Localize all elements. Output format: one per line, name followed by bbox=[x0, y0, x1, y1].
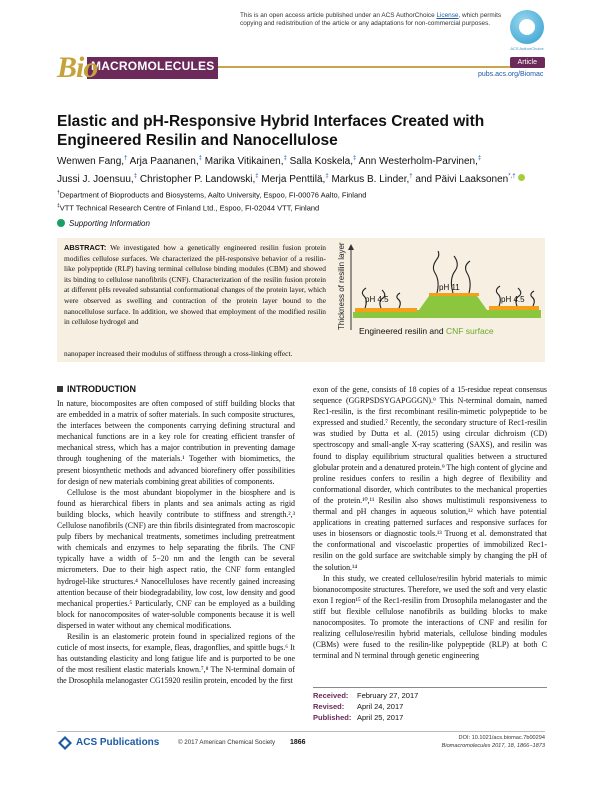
paragraph: Resilin is an elastomeric protein found in specialized regions of the cuticle of most insects, for example, fleas, dragonflies, and spittle bugs.⁶ It has outstanding elasticity and long fatigue life and is purported to be one of the most resilient elastic materials known.⁷,⁸ The N-terminal domain of the Drosophila melanogaster CG15920 resilin protein, encoded by the first bbox=[57, 631, 295, 686]
intro-right-column bbox=[313, 384, 547, 661]
supporting-information-link[interactable] bbox=[57, 219, 150, 228]
author[interactable]: Markus B. Linder,† bbox=[331, 173, 413, 185]
supporting-info-icon bbox=[57, 219, 65, 227]
orcid-icon[interactable] bbox=[518, 174, 525, 181]
journal-logo-macro: MACROMOLECULES bbox=[87, 57, 218, 79]
section-heading-introduction: INTRODUCTION bbox=[57, 384, 136, 394]
toc-y-label: Thickness of resilin layer bbox=[337, 242, 346, 330]
date-received: Received: February 27, 2017 bbox=[313, 691, 419, 700]
supporting-info-label: Supporting Information bbox=[69, 219, 150, 228]
journal-brand-bar bbox=[57, 51, 545, 84]
author[interactable]: Arja Paananen,‡ bbox=[129, 156, 202, 168]
author[interactable]: Merja Penttilä,‡ bbox=[261, 173, 329, 185]
resilin-layer-left bbox=[355, 308, 417, 312]
toc-axis-arrow bbox=[348, 244, 354, 250]
publisher-name: ACS Publications bbox=[76, 737, 160, 748]
acs-publications-logo-icon bbox=[57, 735, 73, 751]
journal-logo-bio: Bio bbox=[57, 51, 98, 84]
toc-caption: Engineered resilin and CNF surface bbox=[359, 326, 494, 336]
author[interactable]: Ann Westerholm-Parvinen,‡ bbox=[358, 156, 482, 168]
date-revised: Revised: April 24, 2017 bbox=[313, 701, 404, 711]
dates-rule bbox=[313, 687, 547, 688]
author[interactable]: and Päivi Laaksonen*,† bbox=[415, 173, 516, 185]
abstract-text bbox=[64, 243, 326, 328]
abstract-label: ABSTRACT: bbox=[64, 243, 107, 252]
paragraph: In this study, we created cellulose/resilin hybrid materials to mimic bionanocomposite structures. Therefore, we used the soft and very elastic exon I region¹⁵ of the Rec1-resilin from Drosophila melanogaster and the stiff but flexible cellulose nanofibrils as building blocks to make nanocomposites. To promote the interactions of CNF and resilin for realizing cellulose/resilin hybrid materials, cellulose binding modules (CBMs) were fused to the resilin-like polypeptide (RLP) at both C terminal and N terminal through genetic engineering bbox=[313, 573, 547, 661]
abstract-body: We investigated how a genetically engineered resilin fusion protein modifies cellulose surfaces. We characterized the pH-responsive behavior of a resilin-like polypeptide (RLP) having terminal cellulose binding modules (CBM) and showed its binding to cellulose nanofibrils (CNF). Characterization of the resilin fusion protein at different pHs revealed substantial conformational changes of the protein layer, which were observed as swelling and contraction of the protein layer bound to the nanocellulose surface. In addition, we showed that employment of the modified resilin in cellulose hydrogel and bbox=[64, 243, 326, 327]
publication-dates bbox=[313, 691, 547, 723]
page-number: 1866 bbox=[290, 739, 306, 746]
toc-ph-right: pH 4.5 bbox=[501, 295, 525, 304]
article-type-tag: Article bbox=[510, 57, 545, 68]
footer-rule bbox=[57, 731, 545, 732]
abstract-body-end: nanopaper increased their modulus of stiffness through a cross-linking effect. bbox=[64, 349, 293, 358]
toc-graphic bbox=[329, 242, 541, 346]
author[interactable]: Jussi J. Joensuu,‡ bbox=[57, 173, 138, 185]
oa-notice-text: This is an open access article published under an ACS AuthorChoice bbox=[240, 12, 437, 19]
paragraph: Cellulose is the most abundant biopolymer in the biosphere and is found as hierarchical fibers in plants and sea animals acting as rigid building blocks, which heavily contribute to stiffness and strength.²,³ Cellulose nanofibrils (CNF) are thin fibrils disintegrated from macroscopic pulp fibers by mechanical treatments, sometimes including pretreatment with chemicals and enzymes to help separating the fibrils. The CNF typically have a width of 5−20 nm and the length can be several micrometers. Due to their high aspect ratio, the CNF form entangled hydrogel-like structures.⁴ Nanocelluloses have recently gained increasing attention because of their biodegradability, low cost, low density and good mechanical properties.⁵ Particularly, CNF can be employed as a building block for nanocomposites of water-soluble components because it is well dispersed in water without any chemical modifications. bbox=[57, 487, 295, 630]
section-bullet-icon bbox=[57, 386, 63, 392]
article-title: Elastic and pH-Responsive Hybrid Interfaces Created with Engineered Resilin and Nanocellulose bbox=[57, 113, 485, 149]
oa-notice-text-end: , which permits copying and redistribution of the article or any adaptations for non-commercial purposes. bbox=[240, 12, 502, 27]
affiliation: †Department of Bioproducts and Biosystems, Aalto University, Espoo, FI-00076 Aalto, Finland bbox=[57, 190, 367, 200]
badge-center bbox=[519, 19, 535, 35]
author[interactable]: Salla Koskela,‡ bbox=[289, 156, 357, 168]
acs-authorchoice-badge-icon bbox=[510, 10, 544, 51]
author[interactable]: Wenwen Fang,† bbox=[57, 156, 128, 168]
intro-left-column bbox=[57, 398, 295, 686]
toc-ph-mid: pH 11 bbox=[439, 283, 460, 292]
brand-rule bbox=[217, 66, 545, 68]
toc-ph-left: pH 4.5 bbox=[365, 295, 389, 304]
author[interactable]: Marika Vitikainen,‡ bbox=[204, 156, 287, 168]
journal-citation: Biomacromolecules 2017, 18, 1866−1873 bbox=[441, 742, 545, 749]
open-access-notice bbox=[240, 12, 502, 28]
date-published: Published: April 25, 2017 bbox=[313, 712, 404, 722]
license-link[interactable]: License bbox=[436, 12, 459, 19]
affiliation: ‡VTT Technical Research Centre of Finland Ltd., Espoo, FI-02044 VTT, Finland bbox=[57, 202, 320, 212]
resilin-layer-mid bbox=[429, 293, 479, 296]
copyright-notice: © 2017 American Chemical Society bbox=[178, 739, 276, 746]
journal-url-link[interactable]: pubs.acs.org/Biomac bbox=[478, 71, 544, 78]
paragraph: exon of the gene, consists of 18 copies of a 15-residue repeat consensus sequence (GGRPSDSYGAPGGGN).⁹ This N-terminal domain, named Rec1-resilin, is the first recombinant resilin-mimetic polypeptide to be expressed and studied.⁷ Recently, the secondary structure of Rec1-resilin was studied by Dutta et al. (2015) using circular dichroism (CD) spectroscopy and small-angle X-ray scattering (SAXS), and resilin was found to display equilibrium structural qualities between a structured globular protein and a denatured protein.⁹ The high content of glycine and proline residues confers to resilin a high degree of flexibility and conformational disorder, which contributes to the mechanical properties of the protein.¹⁰,¹¹ Resilin also shows multistimuli responsiveness to thermal and pH changes in aqueous solution,¹² which have potential applications in creating patterned surfaces and responsive surfaces for uses in biosensors or diagnostic tools.¹³ Truong et al. demonstrated that the conformational and viscoelastic properties of immobilized Rec1-resilin on the gold surface are switchable simply by changing the pH of the solution.¹⁴ bbox=[313, 385, 547, 572]
affiliations bbox=[57, 188, 547, 213]
author[interactable]: Christopher P. Landowski,‡ bbox=[139, 173, 259, 185]
badge-label: ACS AuthorChoice bbox=[510, 46, 544, 51]
doi-link[interactable]: DOI: 10.1021/acs.biomac.7b00294 bbox=[458, 735, 545, 741]
abstract-box bbox=[57, 238, 545, 362]
author-list bbox=[57, 152, 547, 187]
doi-citation bbox=[435, 735, 545, 750]
resilin-layer-right bbox=[489, 306, 539, 310]
paragraph: In nature, biocomposites are often composed of stiff building blocks that are embedded in a matrix of softer materials. In such composite structures, the interfaces between the components carrying defining structural and mechanical functions are in a key role for creating efficient transfer of mechanical stress, which has a major contribution in preventing damage through toughening of the materials.¹ Together with biomimetics, the present biosynthetic methods and advanced biorefinery offer possibilities for design of new materials combining great abilities of components. bbox=[57, 399, 295, 486]
